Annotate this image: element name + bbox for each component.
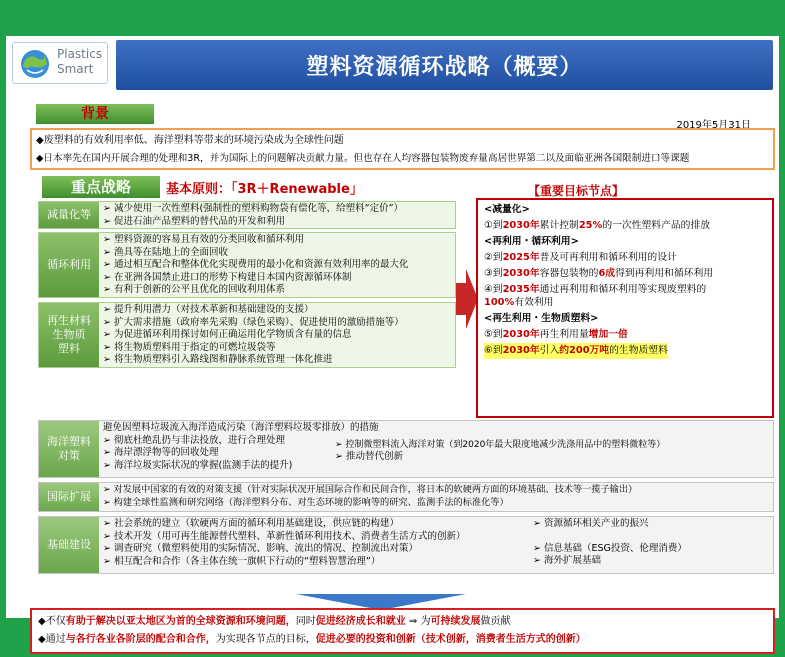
l2b: 与各行各业各阶层的配合和合作， <box>65 634 216 645</box>
list-item: ➢ 将生物质塑料引入路线图和静脉系统管理一体化推进 <box>103 354 333 365</box>
logo-line1: Plastics <box>57 47 103 61</box>
list-item: ➢ 对发展中国家的有效的对策支援（针对实际状况开展国际合作和民间合作，将日本的软硬两方面的环境基础、技术等一揽子输出） <box>103 484 638 495</box>
targets-reuse-head: <再利用・循环利用> <box>484 236 579 247</box>
globe-logo-icon <box>17 48 53 80</box>
right-arrow-icon <box>456 269 478 329</box>
list-item: ➢ 彻底杜绝乱扔与非法投放，进行合理处理 <box>103 434 285 446</box>
logo-line2: Smart <box>57 62 94 76</box>
l2d: 促进必要的投资和创新（技术创新，消费者生活方式的创新） <box>315 634 586 645</box>
list-item: ➢ 塑料资源的容易且有效的分类回收和循环利用 <box>103 234 304 245</box>
list-item: ➢ 信息基础（ESG投资、伦理消费） <box>533 542 687 554</box>
list-item: ➢ 海外扩展基础 <box>533 555 601 566</box>
t5-pre: ⑤到 <box>484 329 503 340</box>
row-marine <box>38 420 774 478</box>
l2c: 为实现各节点的目标， <box>215 634 316 645</box>
t6-post: 的生物质塑料 <box>609 345 668 356</box>
t6-mid: 引入 <box>539 345 560 356</box>
t3-mid: 容器包装物的 <box>539 268 599 279</box>
list-item: ➢ 控制微塑料流入海洋对策（到2020年最大限度地减少洗涤用品中的塑料微粒等） <box>335 439 666 450</box>
t3-pre: ③到 <box>484 268 503 279</box>
t1-mid: 累计控制 <box>539 220 579 231</box>
list-item: ➢ 海岸漂浮物等的回收处理 <box>103 447 219 458</box>
l1d: 促进经济成长和就业 <box>315 616 406 627</box>
l2a: ◆通过 <box>38 634 66 645</box>
target-1 <box>484 218 766 234</box>
list-item: ➢ 构建全球性监测和研究网络（海洋塑料分布、对生态环境的影响等的研究、监测手法的标准化等） <box>103 496 509 508</box>
row-items <box>103 422 769 477</box>
list-item: ➢ 渔具等在陆地上的全面回收 <box>103 246 228 258</box>
list-item: ➢ 通过相互配合和整体优化实现费用的最小化和资源有效利用率的最大化 <box>103 259 409 270</box>
row-infrastructure <box>38 516 774 574</box>
list-item: ➢ 资源循环相关产业的振兴 <box>533 518 649 529</box>
list-item: ➢ 在亚洲各国禁止进口的形势下构建日本国内资源循环体制 <box>103 271 352 283</box>
conclusion-line-1 <box>38 613 767 631</box>
row-items <box>103 304 451 367</box>
marine-right <box>335 439 769 464</box>
t4-tail: 有效利用 <box>514 297 554 308</box>
list-item: ➢ 为促进循环利用探讨如何正确运用化学物质含有量的信息 <box>103 329 352 340</box>
target-6 <box>484 343 668 359</box>
t3-pct: 6成 <box>598 268 616 279</box>
page-title: 塑料资源循环战略（概要） <box>306 55 583 80</box>
infra-right <box>533 518 769 568</box>
category-biomass <box>39 303 99 367</box>
targets-renew-head: <再生利用・生物质塑料> <box>484 313 599 324</box>
marine-header: 避免因塑料垃圾流入海洋造成污染（海洋塑料垃圾零排放）的措施 <box>103 422 379 433</box>
targets-reduce-head: <减量化> <box>484 204 530 215</box>
strategy-label: 重点战略 <box>42 176 160 198</box>
t2-year: 2025年 <box>502 252 540 263</box>
targets-box <box>476 198 774 418</box>
row-biomass <box>38 302 456 368</box>
basic-principle: 基本原则：「3R＋Renewable」 <box>166 182 363 197</box>
background-line-1: ◆废塑料的有效利用率低、海洋塑料等带来的环境污染成为全球性问题 <box>36 135 344 146</box>
marine-columns <box>103 435 769 477</box>
t4-pct: 100% <box>484 297 515 308</box>
l1a: ◆不仅 <box>38 616 66 627</box>
slide <box>6 36 779 645</box>
list-item: ➢ 减少使用一次性塑料(强制性的塑料购物袋有偿化等，给塑料“定价”） <box>103 203 404 214</box>
infra-left <box>103 518 543 568</box>
l1e: ⇒ 为 <box>405 616 431 627</box>
header <box>6 36 779 98</box>
background-box <box>30 128 775 170</box>
category-biomass-label: 再生材料 生物质 塑料 <box>47 314 91 355</box>
category-infrastructure: 基础建设 <box>39 517 99 573</box>
t1-year: 2030年 <box>502 220 540 231</box>
t5-pct: 增加一倍 <box>588 329 628 340</box>
background-label: 背景 <box>36 104 154 124</box>
conclusion-box <box>30 608 775 654</box>
t3-post: 得到再利用和循环利用 <box>615 268 714 279</box>
logo-text <box>57 47 102 77</box>
l1c: 同时 <box>295 616 316 627</box>
conclusion-line-2 <box>38 631 767 649</box>
target-5 <box>484 327 766 343</box>
targets-label: 【重要目标节点】 <box>528 184 625 198</box>
t3-year: 2030年 <box>502 268 540 279</box>
t6-pct: 约200万吨 <box>559 345 610 356</box>
list-item: ➢ 提升利用潜力（对技术革新和基础建设的支援） <box>103 304 314 315</box>
l1b: 有助于解决以亚太地区为首的全球资源和环境问题， <box>65 616 296 627</box>
t6-pre: ⑥到 <box>484 345 503 356</box>
target-4 <box>484 283 766 309</box>
title-bar <box>116 40 773 90</box>
date: 2019年5月31日 <box>676 120 751 131</box>
l1g: 做贡献 <box>480 616 511 627</box>
t4-year: 2035年 <box>502 284 540 295</box>
list-item: ➢ 将生物质塑料用于指定的可燃垃圾袋等 <box>103 341 276 353</box>
list-item: ➢ 社会系统的建立（软硬两方面的循环利用基础建设，供应链的构建） <box>103 518 399 529</box>
category-reduce: 减量化等 <box>39 202 99 228</box>
row-recycle <box>38 232 456 298</box>
row-items <box>103 203 451 228</box>
t5-mid: 再生利用量 <box>539 329 589 340</box>
t4-post: 通过再利用和循环利用等实现废塑料的 <box>539 284 707 295</box>
t1-post: 的一次性塑料产品的排放 <box>602 220 711 231</box>
row-items <box>103 234 451 297</box>
target-2 <box>484 250 766 266</box>
row-items <box>103 484 769 509</box>
marine-left <box>103 435 333 473</box>
t5-year: 2030年 <box>502 329 540 340</box>
list-item: ➢ 促进石油产品塑料的替代品的开发和利用 <box>103 215 285 227</box>
category-marine <box>39 421 99 477</box>
row-reduce <box>38 201 456 229</box>
plastics-smart-logo <box>12 42 108 84</box>
category-international: 国际扩展 <box>39 483 99 511</box>
target-3 <box>484 266 766 282</box>
category-marine-label: 海洋塑料 对策 <box>47 435 91 462</box>
t2-pre: ②到 <box>484 252 503 263</box>
t6-year: 2030年 <box>502 345 540 356</box>
list-item: ➢ 推动替代创新 <box>335 451 403 462</box>
t1-pre: ①到 <box>484 220 503 231</box>
list-item: ➢ 扩大需求措施（政府率先采购（绿色采购）、促进使用的激励措施等） <box>103 316 404 328</box>
list-item: ➢ 调查研究（微塑料使用的实际情况、影响、流出的情况、控制流出对策） <box>103 543 418 554</box>
list-item: ➢ 相互配合和合作（各主体在统一旗帜下行动的“塑料智慧治理”） <box>103 555 381 567</box>
list-item: ➢ 有利于创新的公平且优化的回收利用体系 <box>103 284 285 295</box>
list-item: ➢ 技术开发（用可再生能源替代塑料、革新性循环利用技术、消费者生活方式的创新） <box>103 530 466 542</box>
category-recycle: 循环利用 <box>39 233 99 297</box>
t4-pre: ④到 <box>484 284 503 295</box>
list-item: ➢ 海洋垃圾实际状况的掌握(监测手法的提升) <box>103 459 293 471</box>
t1-pct: 25% <box>578 220 603 231</box>
background-line-2: ◆日本率先在国内开展合理的处理和3R，并为国际上的问题解决贡献力量。但也存在人均容器包装物废弃量高居世界第二以及面临亚洲各国限制进口等课题 <box>36 153 690 164</box>
row-international <box>38 482 774 512</box>
t2-post: 普及可再利用和循环利用的设计 <box>539 252 677 263</box>
l1f: 可持续发展 <box>430 616 481 627</box>
